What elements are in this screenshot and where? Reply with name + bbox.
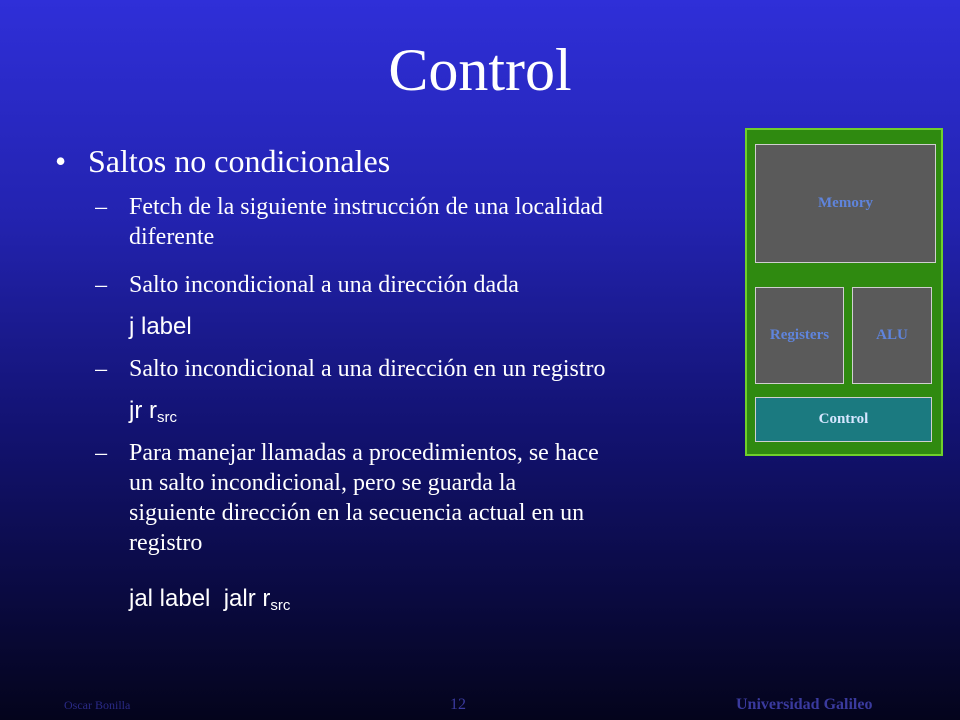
sub-item-jump-address — [95, 270, 745, 300]
code-jr-subscript: src — [156, 409, 177, 426]
dash-1: – — [95, 194, 107, 220]
sub-item-fetch-line2: diferente — [129, 224, 215, 250]
registers-block: Registers — [755, 287, 844, 384]
sub-item-fetch-line1: Fetch de la siguiente instrucción de una localidad — [129, 194, 603, 220]
code-jr — [129, 396, 177, 433]
sub-item-procedures-line4: registro — [129, 530, 203, 556]
footer-page-number: 12 — [450, 696, 466, 713]
alu-block: ALU — [852, 287, 932, 384]
sub-item-procedures-line1: Para manejar llamadas a procedimientos, se hace — [129, 440, 599, 466]
sub-item-procedures-line3: siguiente dirección en la secuencia actual en un — [129, 500, 585, 526]
memory-block: Memory — [755, 144, 936, 263]
footer-author: Oscar Bonilla — [64, 698, 131, 712]
slide-title: Control — [388, 37, 572, 103]
bullet-text: Saltos no condicionales — [88, 143, 391, 179]
dash-3: – — [95, 356, 107, 382]
sub-item-procedures-line2: un salto incondicional, pero se guarda la — [129, 470, 517, 496]
dash-4: – — [95, 440, 107, 466]
code-j-label: j label — [129, 313, 192, 340]
sub-item-procedures — [95, 438, 745, 558]
control-block: Control — [755, 397, 932, 442]
sub-item-jump-register-text: Salto incondicional a una dirección en un registro — [129, 356, 606, 382]
bullet-dot: • — [55, 143, 67, 179]
code-jal-text: jal label jalr r — [129, 585, 271, 612]
code-jalr-subscript: src — [270, 597, 291, 614]
sub-item-jump-register — [95, 354, 745, 384]
code-jr-text: jr r — [129, 397, 157, 424]
dash-2: – — [95, 272, 107, 298]
sub-item-jump-address-text: Salto incondicional a una dirección dada — [129, 272, 519, 298]
processor-diagram — [745, 128, 943, 456]
code-jal-jalr — [129, 584, 290, 621]
footer-institution: Universidad Galileo — [736, 696, 873, 713]
sub-item-fetch — [95, 192, 745, 252]
